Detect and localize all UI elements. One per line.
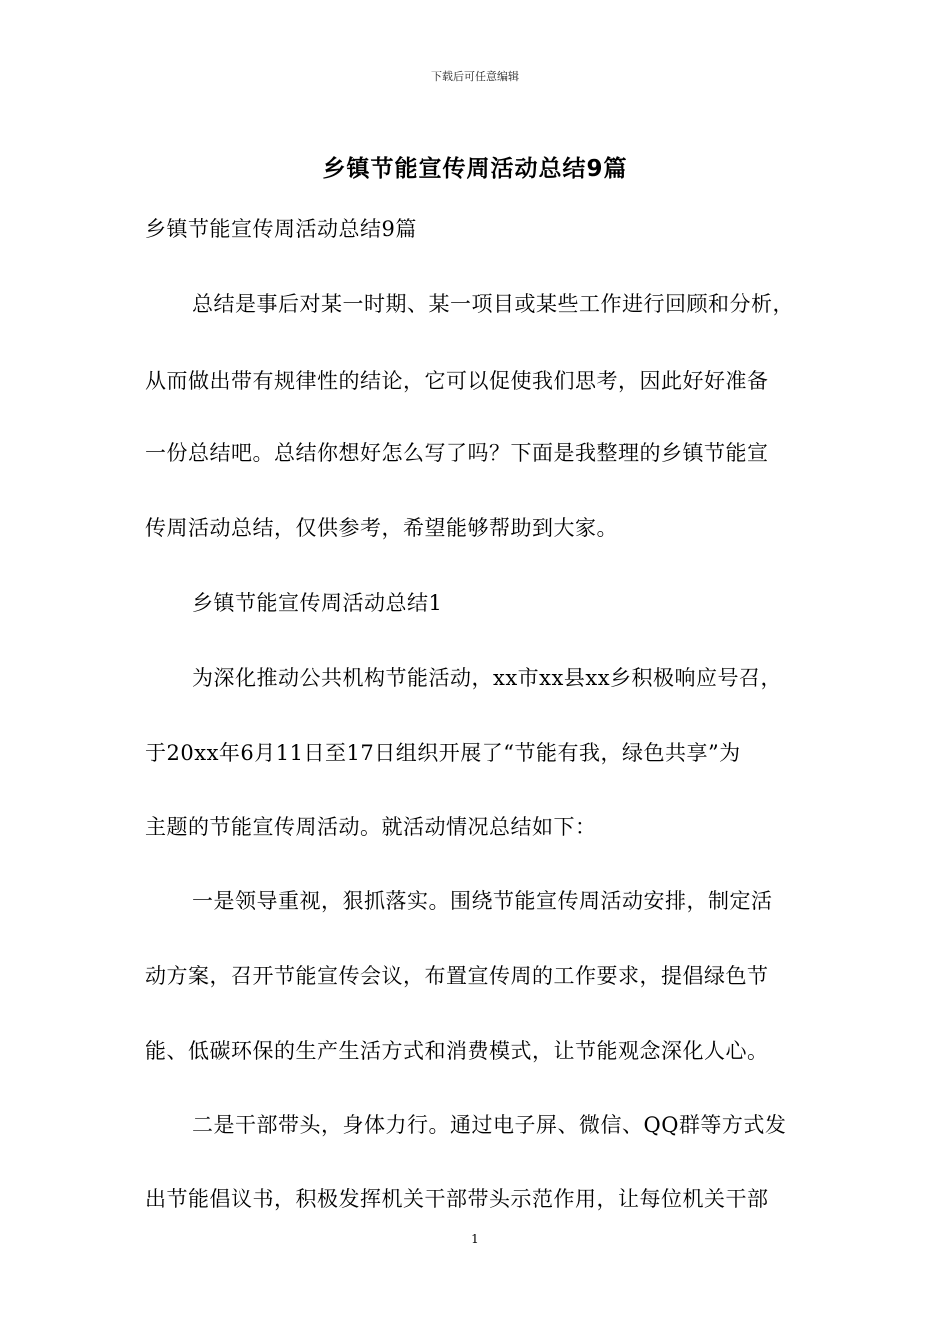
paragraph-line: 一份总结吧。总结你想好怎么写了吗？下面是我整理的乡镇节能宣: [145, 441, 769, 465]
header-note: 下载后可任意编辑: [431, 70, 519, 83]
document-title: 乡镇节能宣传周活动总结9篇: [322, 156, 628, 182]
paragraph-line: 一是领导重视，狠抓落实。围绕节能宣传周活动安排，制定活: [192, 889, 773, 913]
paragraph-line: 为深化推动公共机构节能活动，xx市xx县xx乡积极响应号召，: [192, 666, 783, 690]
subtitle-line: 乡镇节能宣传周活动总结9篇: [145, 217, 417, 241]
paragraph-line: 总结是事后对某一时期、某一项目或某些工作进行回顾和分析，: [192, 292, 794, 316]
paragraph-line: 动方案，召开节能宣传会议，布置宣传周的工作要求，提倡绿色节: [145, 964, 769, 988]
paragraph-line: 从而做出带有规律性的结论，它可以促使我们思考，因此好好准备: [145, 369, 769, 393]
paragraph-line: 传周活动总结，仅供参考，希望能够帮助到大家。: [145, 516, 618, 540]
paragraph-line: 主题的节能宣传周活动。就活动情况总结如下：: [145, 815, 597, 839]
page-number: 1: [471, 1232, 479, 1246]
paragraph-line: 能、低碳环保的生产生活方式和消费模式，让节能观念深化人心。: [145, 1039, 769, 1063]
paragraph-line: 出节能倡议书，积极发挥机关干部带头示范作用，让每位机关干部: [145, 1187, 769, 1211]
paragraph-line: 二是干部带头，身体力行。通过电子屏、微信、QQ群等方式发: [192, 1113, 787, 1137]
section-heading: 乡镇节能宣传周活动总结1: [192, 591, 443, 615]
paragraph-line: 于20xx年6月11日至17日组织开展了“节能有我，绿色共享”为: [145, 741, 741, 765]
